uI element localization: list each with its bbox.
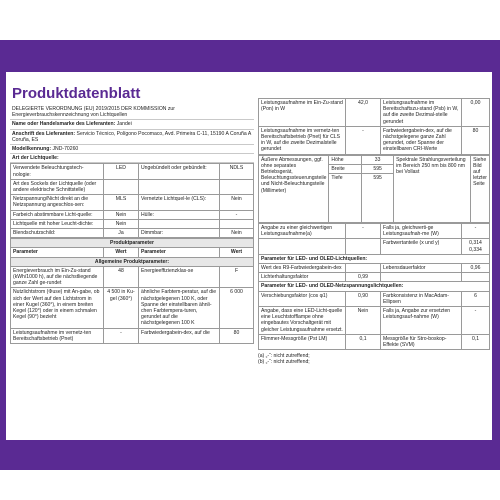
table-cell [259, 239, 346, 254]
table-cell: Angabe zu einer gleichwertigen Leistungsaufnahme(a) [259, 224, 346, 239]
table-cell [462, 273, 490, 282]
column-header-row [11, 248, 254, 257]
product-parameter-table [10, 238, 254, 344]
table-cell: Nein [220, 229, 254, 238]
supplier-value: Jandei [116, 121, 132, 128]
table-cell [346, 264, 381, 273]
type-label: Art der Lichtquelle: [10, 154, 254, 163]
table-row [259, 239, 490, 254]
spectral-label: Spektrale Strahlungsverteilung im Bereich 250 nm bis 800 nm bei Vollast [394, 155, 471, 222]
table-cell: Vernetzte Lichtquel-le (CLS): [139, 195, 220, 210]
table-cell: 0,1 [346, 334, 381, 349]
table-cell: - [104, 328, 139, 343]
table-cell: Nutzlichtstrom (Φuse) mit An-gabe, ob sich der Wert auf den Lichtstrom in einer Kugel (360°), in einem breiten Kegel (120°) oder in einem schmalen Kegel (90°) bezieht [11, 288, 104, 328]
table-cell: 0,1 [462, 334, 490, 349]
table-cell: - [462, 224, 490, 239]
section-header: Parameter für LED- und OLED-Netzspannungslichtquellen: [259, 282, 490, 291]
section-header: Produktparameter [11, 239, 254, 248]
left-column [10, 105, 254, 344]
section-header: Parameter für LED- und OLED-Lichtquellen: [259, 254, 490, 263]
equivalent-power-table [258, 223, 490, 350]
table-cell: 0,314 0,334 [462, 239, 490, 254]
power-table [258, 98, 490, 155]
table-cell: Farbkonsistenz in MacAdam-Ellipsen [381, 291, 462, 306]
purple-band-right [492, 40, 500, 470]
table-row [11, 328, 254, 343]
table-cell: NDLS [220, 164, 254, 179]
model-line [10, 145, 254, 154]
depth-value: 595 [362, 174, 394, 223]
height-label: Höhe [329, 155, 362, 164]
column-header: Parameter [11, 248, 104, 257]
table-cell: Farbwiedergabein-dex, auf die nächstgelegene ganze Zahl gerundet, oder Spanne der einstellbaren CRI-Werte [381, 126, 462, 154]
table-cell: 80 [220, 328, 254, 343]
table-row [11, 266, 254, 288]
table-row [11, 219, 254, 228]
table-cell: 48 [104, 266, 139, 288]
dimensions-table [258, 155, 490, 223]
table-cell: Art des Sockels der Lichtquelle (oder andere elektrische Schnittstelle) [11, 179, 104, 194]
table-cell: F [220, 266, 254, 288]
table-cell: - [220, 210, 254, 219]
table-cell: Blendschutzschild: [11, 229, 104, 238]
table-cell: Farbwiedergabein-dex, auf die [139, 328, 220, 343]
table-cell: 0,99 [346, 273, 381, 282]
table-cell: 6 000 [220, 288, 254, 328]
table-cell: Leistungsaufnahme im Ein-Zu-stand (Pon) in W [259, 99, 346, 127]
table-cell: Nein [220, 195, 254, 210]
address-label: Anschrift des Lieferanten: [12, 130, 76, 137]
model-label: Modellkennung: [12, 146, 52, 153]
table-header-row [11, 257, 254, 266]
column-header: Wert [220, 248, 254, 257]
table-row [259, 334, 490, 349]
right-column [258, 98, 490, 366]
address-line [10, 130, 254, 145]
table-cell [139, 219, 220, 228]
depth-label: Tiefe [329, 174, 362, 223]
spectral-value: Siehe Bild auf letzter Seite [471, 155, 490, 222]
supplier-line [10, 120, 254, 129]
table-cell: Nein [104, 210, 139, 219]
table-cell: - [346, 224, 381, 239]
table-cell: Hülle: [139, 210, 220, 219]
lightsource-type-table [10, 163, 254, 238]
height-value: 33 [362, 155, 394, 164]
table-row [259, 291, 490, 306]
table-cell [346, 239, 381, 254]
table-cell: Farbwertanteile (x und y) [381, 239, 462, 254]
table-cell: Leistungsaufnahme im vernetz-ten Bereitschaftsbetrieb (Pnet) für CLS in W, auf die zweite Dezimalstelle gerundet [259, 126, 346, 154]
table-row [259, 273, 490, 282]
table-row [11, 229, 254, 238]
footnotes [258, 353, 490, 365]
table-cell: 4 500 in Ku-gel (360°) [104, 288, 139, 328]
table-row [11, 288, 254, 328]
table-row [259, 99, 490, 127]
table-row [11, 164, 254, 179]
table-cell: Nein [346, 307, 381, 335]
table-cell: Verwendete Beleuchtungstech-nologie: [11, 164, 104, 179]
table-cell: Falls ja, gleichwerti-ge Leistungsaufnah-me (W) [381, 224, 462, 239]
table-cell: Dimmbar: [139, 229, 220, 238]
table-cell: 6 [462, 291, 490, 306]
width-value: 595 [362, 164, 394, 173]
dimensions-label: Äußere Abmessungen, ggf. ohne separates Betriebsgerät, Beleuchtungssteuerungsteile und Nicht-Beleuchtungsteile (Millimeter) [259, 155, 329, 222]
table-cell: 80 [462, 126, 490, 154]
width-label: Breite [329, 164, 362, 173]
table-cell: 42,0 [346, 99, 381, 127]
model-value: JND-70260 [52, 146, 79, 153]
table-header-row [11, 239, 254, 248]
purple-band-top [0, 40, 500, 72]
table-cell: 0,00 [462, 99, 490, 127]
table-cell [220, 219, 254, 228]
regulation-text: DELEGIERTE VERORDNUNG (EU) 2019/2015 DER KOMMISSION zur Energieverbrauchskennzeichnung von Lichtquellen [10, 105, 254, 120]
table-cell: - [462, 307, 490, 335]
table-row [11, 195, 254, 210]
column-header: Parameter [139, 248, 220, 257]
table-cell: Ungebündelt oder gebündelt: [139, 164, 220, 179]
table-cell: Lichterhaltungsfaktor [259, 273, 346, 282]
table-cell: Nein [104, 219, 139, 228]
table-row [259, 307, 490, 335]
footnote: (a) „-“: nicht zutreffend; [258, 353, 310, 360]
table-cell: Leistungsaufnahme im Bereitschaftszu-stand (Psb) in W, auf die zweite Dezimal-stelle gerundet [381, 99, 462, 127]
table-cell: Farbeich abstimmbare Licht-quelle: [11, 210, 104, 219]
table-cell: 0,90 [346, 291, 381, 306]
table-cell: LED [104, 164, 139, 179]
table-cell [139, 179, 220, 194]
table-cell [381, 273, 462, 282]
table-cell: Angabe, dass eine LED-Licht-quelle eine Leuchtstofflampe ohne eingebautes Vorschaltgerät mit gleicher Leistungsaufnahme ersetzt. [259, 307, 346, 335]
table-cell: - [346, 126, 381, 154]
table-cell: MLS [104, 195, 139, 210]
table-cell: Leistungsaufnahme im vernetz-ten Bereitschaftsbetrieb (Pnet) [11, 328, 104, 343]
table-cell: Netzspannung/Nicht direkt an die Netzspannung angeschlos-sen: [11, 195, 104, 210]
table-cell: Verschiebungsfaktor (cos φ1) [259, 291, 346, 306]
table-row [259, 126, 490, 154]
table-header-row [259, 254, 490, 263]
column-header: Wert [104, 248, 139, 257]
table-row [259, 264, 490, 273]
table-cell: 0,96 [462, 264, 490, 273]
table-cell: Energieeffizienzklas-se [139, 266, 220, 288]
table-cell: Lichtquelle mit hoher Leucht-dichte: [11, 219, 104, 228]
purple-band-bottom [0, 440, 500, 470]
table-cell: Falls ja, Angabe zur ersetzten Leistungsauf-nahme (W) [381, 307, 462, 335]
table-header-row [259, 282, 490, 291]
table-cell: Lebensdauerfaktor [381, 264, 462, 273]
table-row [259, 155, 490, 164]
table-cell: ähnliche Farbtem-peratur, auf die nächstgelegenen 100 K, oder Spanne der einstellbaren ähnli-chen Farbtempera-turen, gerundet auf die nächstgelegenen 100 K [139, 288, 220, 328]
table-cell: Ja [104, 229, 139, 238]
table-row [11, 210, 254, 219]
table-cell: Flimmer-Messgröße (Pst LM) [259, 334, 346, 349]
supplier-label: Name oder Handelsmarke des Lieferanten: [12, 121, 116, 128]
section-header: Allgemeine Produktparameter: [11, 257, 254, 266]
table-cell: Energieverbrauch im Ein-Zu-stand (kWh/1000 h), auf die nächstliegende ganze Zahl ge-rundet [11, 266, 104, 288]
table-cell [104, 179, 139, 194]
page-title: Produktdatenblatt [12, 85, 141, 102]
footnote: (b) „-“: nicht zutreffend; [258, 359, 310, 366]
address-value: Servicio Técnico, Polígono Pocomaco, Avd. Primeira C-11, 15190 A Coruña A Coruña, ES [12, 130, 251, 143]
table-row [259, 224, 490, 239]
table-cell: Messgröße für Stro-boskop-Effekte (SVM) [381, 334, 462, 349]
product-data-sheet [6, 78, 492, 440]
table-cell [220, 179, 254, 194]
table-cell: Wert des R9-Farbwiedergabein-dex [259, 264, 346, 273]
table-row [11, 179, 254, 194]
